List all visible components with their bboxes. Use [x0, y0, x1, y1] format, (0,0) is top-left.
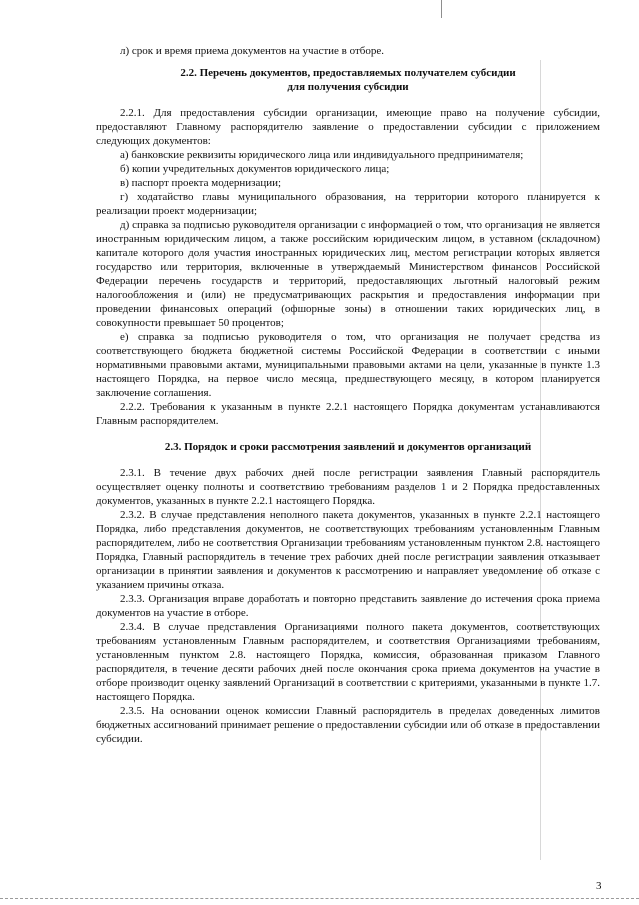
paragraph-2-2-2: 2.2.2. Требования к указанным в пункте 2.2.1 настоящего Порядка документам устанавливаются Главным распорядителем. [96, 401, 600, 427]
list-item-e: е) справка за подписью руководителя о том, что организация не получает средства из соответствующего бюджета бюджетной системы Российской Федерации в соответствии с иными нормативными правовыми актами, муниципальными правовыми актами на цели, указанные в пункте 1.3 настоящего Порядка, на первое число месяца, предшествующего месяцу, в котором планируется заключение соглашения. [96, 331, 600, 399]
paragraph-2-2-1: 2.2.1. Для предоставления субсидии организации, имеющие право на получение субсидии, предоставляют Главному распорядителю заявление о предоставлении субсидии с приложением следующих документов: [96, 107, 600, 147]
item-l: л) срок и время приема документов на участие в отборе. [120, 45, 384, 57]
list-item-a: а) банковские реквизиты юридического лица или индивидуального предпринимателя; [120, 149, 524, 161]
section-2-2-heading-line2: для получения субсидии [287, 81, 409, 93]
list-item-g: г) ходатайство главы муниципального образования, на территории которого планируется к реализации проект модернизации; [96, 191, 600, 217]
document-body [96, 44, 600, 746]
paragraph-2-3-2: 2.3.2. В случае представления неполного пакета документов, указанных в пункте 2.2.1 настоящего Порядка, либо представления документов, не соответствующих требованиям установленным Главным распорядителем, либо не соответствия Организации требованиям установленным пунктом 2.8. настоящего Порядка, Главный распорядитель в течение трех рабочих дней после регистрации заявления отказывает организации в принятии заявления и документов к рассмотрению и направляет уведомление об отказе с указанием причины отказа. [96, 509, 600, 591]
paragraph-2-3-3: 2.3.3. Организация вправе доработать и повторно представить заявление до истечения срока приема документов на участие в отборе. [96, 593, 600, 619]
section-2-2-heading-line1: 2.2. Перечень документов, предоставляемых получателем субсидии [180, 67, 516, 79]
page-number: 3 [596, 880, 602, 892]
scan-artifact-top-line [441, 0, 442, 18]
scan-artifact-bottom-dash [0, 898, 639, 899]
paragraph-2-3-4: 2.3.4. В случае представления Организациями полного пакета документов, соответствующих требованиям установленным Главным распорядителем, и соответствия Организациями требованиям, установленным пунктом 2.8. настоящего Порядка, комиссия, образованная приказом Главного распорядителя, в течение десяти рабочих дней после окончания срока приема документов на участие в отборе производит оценку заявлений Организаций в соответствии с критериями, указанными в пункте 1.7. настоящего Порядка. [96, 621, 600, 703]
list-item-v: в) паспорт проекта модернизации; [120, 177, 282, 189]
list-item-b: б) копии учредительных документов юридического лица; [120, 163, 390, 175]
paragraph-2-3-5: 2.3.5. На основании оценок комиссии Главный распорядитель в пределах доведенных лимитов бюджетных ассигнований принимает решение о предоставлении субсидии или об отказе в предоставлении субсидии. [96, 705, 600, 745]
list-item-d: д) справка за подписью руководителя организации с информацией о том, что организация не является иностранным юридическим лицом, а также российским юридическим лицом, в уставном (складочном) капитале которого доля участия иностранных юридических лиц, местом регистрации которых является государство или территория, включенные в утверждаемый Министерством финансов Российской Федерации перечень государств и территорий, предоставляющих льготный налоговый режим налогообложения и (или) не предусматривающих раскрытия и предоставления информации при проведении финансовых операций (офшорные зоны) в отношении таких юридических лиц, в совокупности превышает 50 процентов; [96, 219, 600, 329]
paragraph-2-3-1: 2.3.1. В течение двух рабочих дней после регистрации заявления Главный распорядитель осуществляет оценку полноты и соответствию требованиям разделов 1 и 2 Порядка предоставленных документов, указанных в пункте 2.2.1 настоящего Порядка. [96, 467, 600, 507]
section-2-3-heading: 2.3. Порядок и сроки рассмотрения заявлений и документов организаций [164, 441, 532, 453]
